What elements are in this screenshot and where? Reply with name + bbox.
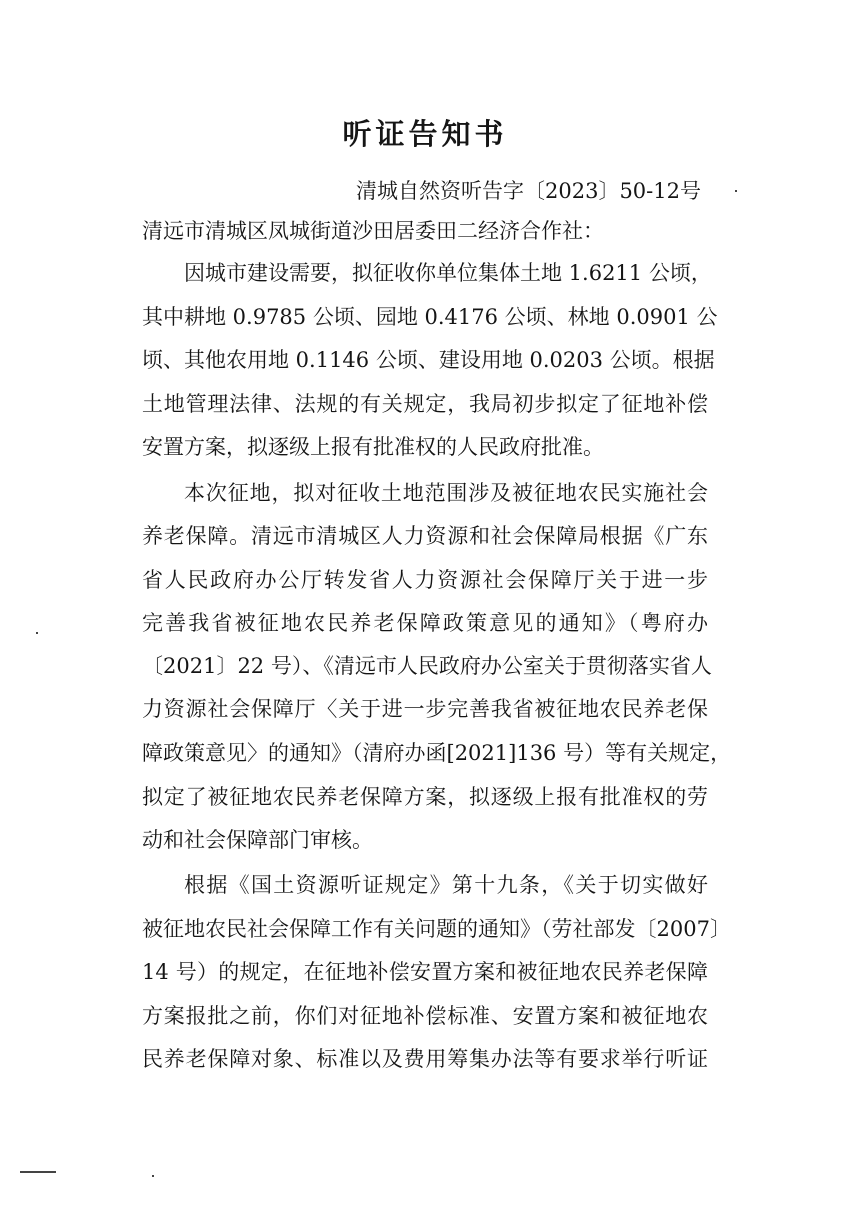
- text-line: 被征地农民社会保障工作有关问题的通知》（劳社部发〔2007〕: [142, 917, 731, 941]
- addressee: 清远市清城区凤城街道沙田居委田二经济合作社：: [142, 219, 604, 243]
- text-line: 因城市建设需要，拟征收你单位集体土地 1.6211 公顷，: [184, 261, 712, 285]
- text-line: 省人民政府办公厅转发省人力资源社会保障厅关于进一步: [142, 568, 708, 592]
- text-line: 土地管理法律、法规的有关规定，我局初步拟定了征地补偿: [142, 392, 708, 416]
- text-line: 方案报批之前，你们对征地补偿标准、安置方案和被征地农: [142, 1004, 708, 1028]
- text-line: 动和社会保障部门审核。: [142, 828, 373, 852]
- scan-line-mark: [20, 1171, 56, 1173]
- text-line: 完善我省被征地农民养老保障政策意见的通知》（粤府办: [142, 611, 708, 635]
- text-line: 〔2021〕22 号）、《清远市人民政府办公室关于贯彻落实省人: [142, 654, 712, 678]
- text-line: 14 号）的规定，在征地补偿安置方案和被征地农民养老保障: [142, 960, 708, 984]
- text-line: 拟定了被征地农民养老保障方案，拟逐级上报有批准权的劳: [142, 785, 708, 809]
- document-number: 清城自然资听告字〔2023〕50-12号: [356, 179, 701, 203]
- text-line: 力资源社会保障厅〈关于进一步完善我省被征地农民养老保: [142, 697, 708, 721]
- text-line: 养老保障。清远市清城区人力资源和社会保障局根据《广东: [142, 524, 708, 548]
- text-line: 障政策意见〉的通知》（清府办函[2021]136 号）等有关规定，: [142, 741, 732, 765]
- text-line: 安置方案，拟逐级上报有批准权的人民政府批准。: [142, 435, 604, 459]
- document-title: 听证告知书: [342, 117, 508, 151]
- scan-speck: [152, 1175, 154, 1177]
- text-line: 顷、其他农用地 0.1146 公顷、建设用地 0.0203 公顷。根据: [142, 348, 715, 372]
- text-line: 其中耕地 0.9785 公顷、园地 0.4176 公顷、林地 0.0901 公: [142, 305, 718, 329]
- text-line: 民养老保障对象、标准以及费用筹集办法等有要求举行听证: [142, 1047, 708, 1071]
- text-line: 本次征地，拟对征收土地范围涉及被征地农民实施社会: [184, 481, 708, 505]
- text-line: 根据《国土资源听证规定》第十九条，《关于切实做好: [184, 873, 708, 897]
- scan-speck: [36, 632, 38, 634]
- scan-speck: [735, 190, 737, 192]
